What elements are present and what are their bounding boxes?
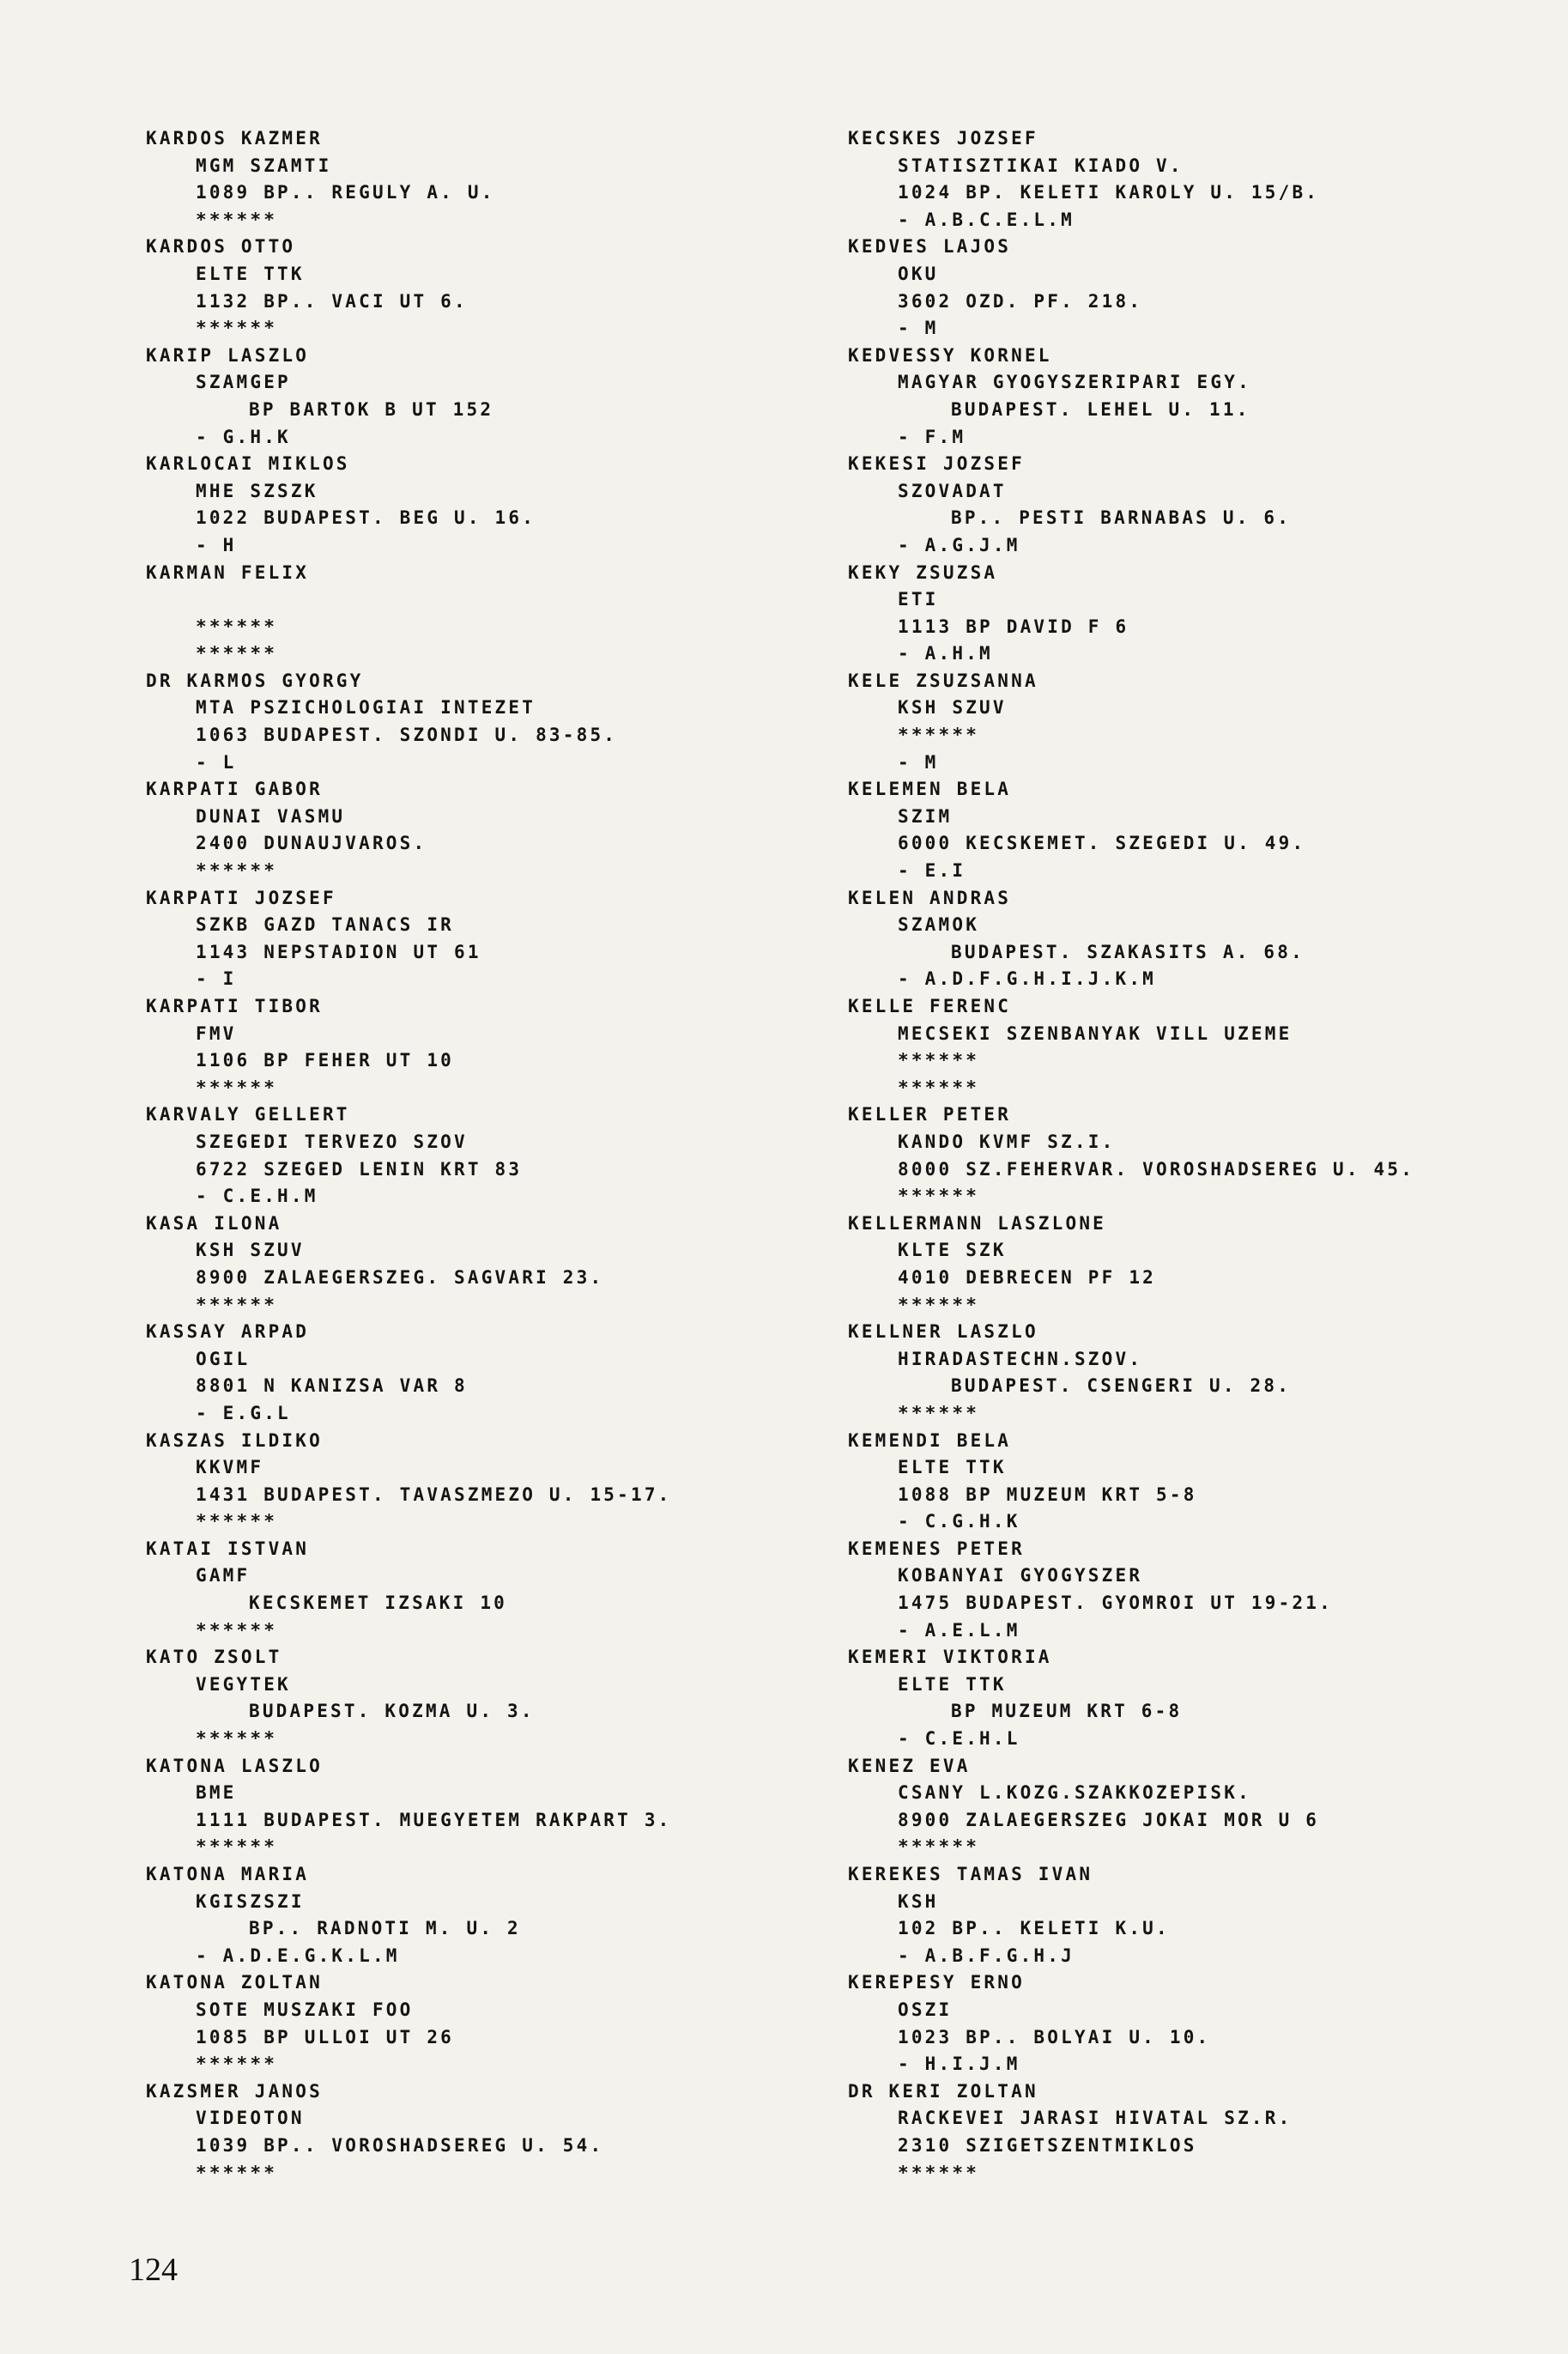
entry-codes: - A.D.E.G.K.L.M	[196, 1944, 400, 1966]
entry-address: 1431 BUDAPEST. TAVASZMEZO U. 15-17.	[196, 1483, 672, 1505]
directory-entry	[848, 1753, 1517, 1861]
entry-address: 2400 DUNAUJVAROS.	[196, 833, 427, 854]
entry-name: KARIP LASZLO	[146, 344, 310, 366]
entry-organization: KSH SZUV	[196, 1240, 305, 1261]
directory-entry	[848, 1319, 1517, 1427]
entry-codes: - M	[898, 318, 939, 339]
directory-entry	[146, 1428, 815, 1536]
entry-organization: ETI	[898, 589, 939, 610]
entry-name: KELLER PETER	[848, 1104, 1012, 1125]
directory-entry	[146, 1101, 815, 1210]
entry-organization: OSZI	[898, 1999, 953, 2020]
entry-organization: MHE SZSZK	[196, 480, 318, 501]
entry-codes: ******	[196, 1728, 278, 1750]
entry-organization: MGM SZAMTI	[196, 155, 332, 176]
entry-codes: - F.M	[898, 426, 966, 447]
directory-entry	[146, 1753, 815, 1861]
entry-address: BP.. RADNOTI M. U. 2	[249, 1918, 521, 1939]
entry-address: 1111 BUDAPEST. MUEGYETEM RAKPART 3.	[196, 1809, 672, 1830]
entry-name: KATONA ZOLTAN	[146, 1972, 323, 1993]
entry-codes: - A.H.M	[898, 643, 993, 664]
entry-name: KELEN ANDRAS	[848, 887, 1012, 908]
directory-entry	[146, 560, 815, 668]
entry-codes: - A.D.F.G.H.I.J.K.M	[898, 968, 1157, 990]
entry-name: KATAI ISTVAN	[146, 1538, 310, 1559]
entry-organization: KGISZSZI	[196, 1890, 305, 1912]
directory-entry	[848, 1969, 1517, 2078]
entry-organization: ELTE TTK	[898, 1457, 1007, 1478]
entry-organization: OKU	[898, 263, 939, 284]
entry-organization: FMV	[196, 1022, 237, 1044]
entry-address: 3602 OZD. PF. 218.	[898, 290, 1143, 312]
entry-organization: KANDO KVMF SZ.I.	[898, 1131, 1116, 1152]
entry-organization: KKVMF	[196, 1457, 264, 1478]
entry-organization: VEGYTEK	[196, 1673, 291, 1695]
entry-address: 1023 BP.. BOLYAI U. 10.	[898, 2026, 1211, 2048]
directory-entry	[146, 234, 815, 342]
entry-organization: SZIM	[898, 805, 953, 827]
entry-name: KEMERI VIKTORIA	[848, 1647, 1052, 1668]
directory-entry	[848, 1536, 1517, 1644]
entry-organization: ELTE TTK	[196, 263, 305, 284]
entry-organization: KLTE SZK	[898, 1240, 1007, 1261]
directory-entry	[848, 451, 1517, 559]
entry-codes: ******	[196, 1077, 278, 1098]
entry-codes: ******	[898, 1836, 980, 1858]
directory-entry	[848, 993, 1517, 1101]
directory-entry	[848, 125, 1517, 234]
entry-name: KARPATI TIBOR	[146, 996, 323, 1016]
directory-entry	[848, 1210, 1517, 1319]
entry-codes: ******	[898, 1294, 980, 1315]
entry-organization	[146, 586, 815, 614]
entry-codes: ******	[196, 1836, 278, 1858]
entry-codes: - A.E.L.M	[898, 1619, 1020, 1641]
entry-organization: SZAMOK	[898, 914, 980, 936]
entry-organization: SZAMGEP	[196, 372, 291, 393]
entry-address: BUDAPEST. SZAKASITS A. 68.	[951, 941, 1305, 962]
entry-organization: SZKB GAZD TANACS IR	[196, 914, 455, 936]
entry-name: KARDOS OTTO	[146, 236, 296, 258]
entry-codes: ******	[196, 2162, 278, 2183]
directory-entry	[146, 1210, 815, 1319]
entry-codes: - A.B.F.G.H.J	[898, 1944, 1075, 1966]
entry-address: 6000 KECSKEMET. SZEGEDI U. 49.	[898, 833, 1306, 854]
directory-entry	[146, 1969, 815, 2078]
entry-name: KELLNER LASZLO	[848, 1321, 1038, 1343]
entry-organization: HIRADASTECHN.SZOV.	[898, 1348, 1143, 1369]
page-number: 124	[129, 2252, 178, 2288]
directory-entry	[146, 776, 815, 884]
entry-name: KEREPESY ERNO	[848, 1972, 1025, 1993]
entry-name: KEKESI JOZSEF	[848, 453, 1025, 475]
entry-name: KATONA LASZLO	[146, 1755, 323, 1776]
left-column	[146, 125, 815, 2187]
directory-entry	[146, 668, 815, 776]
entry-address: 1039 BP.. VOROSHADSEREG U. 54.	[196, 2134, 604, 2156]
entry-name: KARVALY GELLERT	[146, 1104, 350, 1125]
entry-address: BP MUZEUM KRT 6-8	[951, 1701, 1183, 1722]
entry-name: KEMENDI BELA	[848, 1429, 1012, 1451]
entry-address: ******	[898, 725, 980, 746]
entry-organization: SZOVADAT	[898, 480, 1007, 501]
entry-organization: OGIL	[196, 1348, 251, 1369]
entry-name: KASSAY ARPAD	[146, 1321, 310, 1343]
entry-organization: STATISZTIKAI KIADO V.	[898, 155, 1184, 176]
entry-name: KAZSMER JANOS	[146, 2080, 323, 2102]
directory-entry	[848, 1428, 1517, 1536]
entry-codes: ******	[196, 1511, 278, 1532]
directory-entry	[848, 885, 1517, 993]
entry-address: 1085 BP ULLOI UT 26	[196, 2026, 455, 2048]
entry-codes: - C.G.H.K	[898, 1511, 1020, 1532]
directory-entry	[146, 343, 815, 451]
entry-name: KARPATI JOZSEF	[146, 887, 336, 908]
entry-organization: MECSEKI SZENBANYAK VILL UZEME	[898, 1022, 1293, 1044]
entry-organization: MAGYAR GYOGYSZERIPARI EGY.	[898, 372, 1251, 393]
directory-entry	[146, 885, 815, 993]
entry-organization: SZEGEDI TERVEZO SZOV	[196, 1131, 468, 1152]
entry-name: KATONA MARIA	[146, 1864, 310, 1884]
entry-codes: - E.I	[898, 860, 966, 882]
entry-organization: KSH SZUV	[898, 697, 1007, 719]
directory-entry	[848, 2078, 1517, 2187]
entry-address: 1475 BUDAPEST. GYOMROI UT 19-21.	[898, 1593, 1333, 1614]
entry-address: 8900 ZALAEGERSZEG. SAGVARI 23.	[196, 1266, 604, 1288]
entry-name: DR KARMOS GYORGY	[146, 670, 364, 691]
entry-codes: - C.E.H.L	[898, 1728, 1020, 1750]
entry-address: 1088 BP MUZEUM KRT 5-8	[898, 1483, 1197, 1505]
entry-address: BP BARTOK B UT 152	[249, 398, 494, 420]
entry-address: BP.. PESTI BARNABAS U. 6.	[951, 507, 1292, 529]
entry-address: 1113 BP DAVID F 6	[898, 616, 1129, 637]
entry-organization: ELTE TTK	[898, 1673, 1007, 1695]
entry-codes: ******	[196, 1294, 278, 1315]
entry-name: KATO ZSOLT	[146, 1647, 282, 1668]
entry-name: KEMENES PETER	[848, 1538, 1025, 1559]
entry-address: 8801 N KANIZSA VAR 8	[196, 1375, 468, 1397]
entry-codes: ******	[196, 318, 278, 339]
entry-address: 6722 SZEGED LENIN KRT 83	[196, 1158, 523, 1180]
entry-organization: SOTE MUSZAKI FOO	[196, 1999, 414, 2020]
entry-address: 1106 BP FEHER UT 10	[196, 1050, 455, 1071]
entry-codes: - C.E.H.M	[196, 1186, 318, 1207]
entry-address: 1063 BUDAPEST. SZONDI U. 83-85.	[196, 725, 618, 746]
entry-address: BUDAPEST. KOZMA U. 3.	[249, 1701, 535, 1722]
entry-codes: ******	[196, 209, 278, 230]
entry-address: 1022 BUDAPEST. BEG U. 16.	[196, 507, 536, 529]
entry-address: BUDAPEST. LEHEL U. 11.	[951, 398, 1250, 420]
directory-entry	[146, 993, 815, 1101]
entry-name: KELE ZSUZSANNA	[848, 670, 1038, 691]
entry-address: 4010 DEBRECEN PF 12	[898, 1266, 1157, 1288]
entry-codes: ******	[898, 1402, 980, 1423]
entry-codes: - H	[196, 534, 237, 555]
entry-name: KEDVES LAJOS	[848, 236, 1012, 258]
entry-name: KELLE FERENC	[848, 996, 1012, 1016]
entry-organization: KSH	[898, 1890, 939, 1912]
directory-entry	[848, 343, 1517, 451]
entry-name: KARMAN FELIX	[146, 561, 310, 583]
entry-codes: ******	[898, 1186, 980, 1207]
entry-organization: BME	[196, 1782, 237, 1804]
entry-name: KARLOCAI MIKLOS	[146, 453, 350, 475]
entry-organization: DUNAI VASMU	[196, 805, 346, 827]
entry-name: KENEZ EVA	[848, 1755, 971, 1776]
entry-address: 1143 NEPSTADION UT 61	[196, 941, 481, 962]
entry-name: DR KERI ZOLTAN	[848, 2080, 1038, 2102]
right-column	[848, 125, 1517, 2187]
entry-address: 1024 BP. KELETI KAROLY U. 15/B.	[898, 182, 1320, 203]
entry-address: ******	[898, 1050, 980, 1071]
entry-address: 102 BP.. KELETI K.U.	[898, 1918, 1170, 1939]
entry-name: KECSKES JOZSEF	[848, 128, 1038, 149]
entry-codes: ******	[196, 1619, 278, 1641]
entry-codes: - G.H.K	[196, 426, 291, 447]
entry-codes: - H.I.J.M	[898, 2054, 1020, 2075]
directory-entry	[146, 1536, 815, 1644]
entry-organization: VIDEOTON	[196, 2108, 305, 2129]
entry-name: KEREKES TAMAS IVAN	[848, 1864, 1093, 1884]
entry-codes: - I	[196, 968, 237, 990]
entry-codes: ******	[196, 643, 278, 664]
directory-entry	[146, 1644, 815, 1752]
entry-name: KEDVESSY KORNEL	[848, 344, 1052, 366]
entry-address: BUDAPEST. CSENGERI U. 28.	[951, 1375, 1292, 1397]
directory-entry	[848, 560, 1517, 668]
entry-organization: MTA PSZICHOLOGIAI INTEZET	[196, 697, 536, 719]
entry-codes: ******	[196, 860, 278, 882]
entry-address: KECSKEMET IZSAKI 10	[249, 1593, 508, 1614]
directory-entry	[848, 1101, 1517, 1210]
directory-entry	[848, 1861, 1517, 1969]
entry-name: KARPATI GABOR	[146, 779, 323, 800]
entry-name: KASA ILONA	[146, 1212, 282, 1234]
entry-codes: ******	[898, 2162, 980, 2183]
entry-codes: - L	[196, 751, 237, 773]
entry-name: KARDOS KAZMER	[146, 128, 323, 149]
entry-codes: - M	[898, 751, 939, 773]
directory-entry	[146, 2078, 815, 2187]
entry-organization: GAMF	[196, 1565, 251, 1587]
directory-entry	[848, 668, 1517, 776]
directory-entry	[848, 1644, 1517, 1752]
entry-address: 8900 ZALAEGERSZEG JOKAI MOR U 6	[898, 1809, 1320, 1830]
entry-address: 1132 BP.. VACI UT 6.	[196, 290, 468, 312]
entry-organization: CSANY L.KOZG.SZAKKOZEPISK.	[898, 1782, 1251, 1804]
entry-name: KELEMEN BELA	[848, 779, 1012, 800]
entry-codes: ******	[196, 2054, 278, 2075]
entry-codes: - A.B.C.E.L.M	[898, 209, 1075, 230]
entry-address: ******	[196, 616, 278, 637]
entry-address: 8000 SZ.FEHERVAR. VOROSHADSEREG U. 45.	[898, 1158, 1415, 1180]
directory-entry	[848, 234, 1517, 342]
entry-address: 1089 BP.. REGULY A. U.	[196, 182, 495, 203]
entry-codes: - E.G.L	[196, 1402, 291, 1423]
directory-entry	[146, 125, 815, 234]
directory-entry	[146, 451, 815, 559]
entry-name: KELLERMANN LASZLONE	[848, 1212, 1107, 1234]
directory-entry	[848, 776, 1517, 884]
directory-entry	[146, 1319, 815, 1427]
entry-name: KEKY ZSUZSA	[848, 561, 998, 583]
entry-codes: ******	[898, 1077, 980, 1098]
entry-name: KASZAS ILDIKO	[146, 1429, 323, 1451]
entry-codes: - A.G.J.M	[898, 534, 1020, 555]
entry-address: 2310 SZIGETSZENTMIKLOS	[898, 2134, 1197, 2156]
entry-organization: RACKEVEI JARASI HIVATAL SZ.R.	[898, 2108, 1293, 2129]
directory-entry	[146, 1861, 815, 1969]
entry-organization: KOBANYAI GYOGYSZER	[898, 1565, 1143, 1587]
